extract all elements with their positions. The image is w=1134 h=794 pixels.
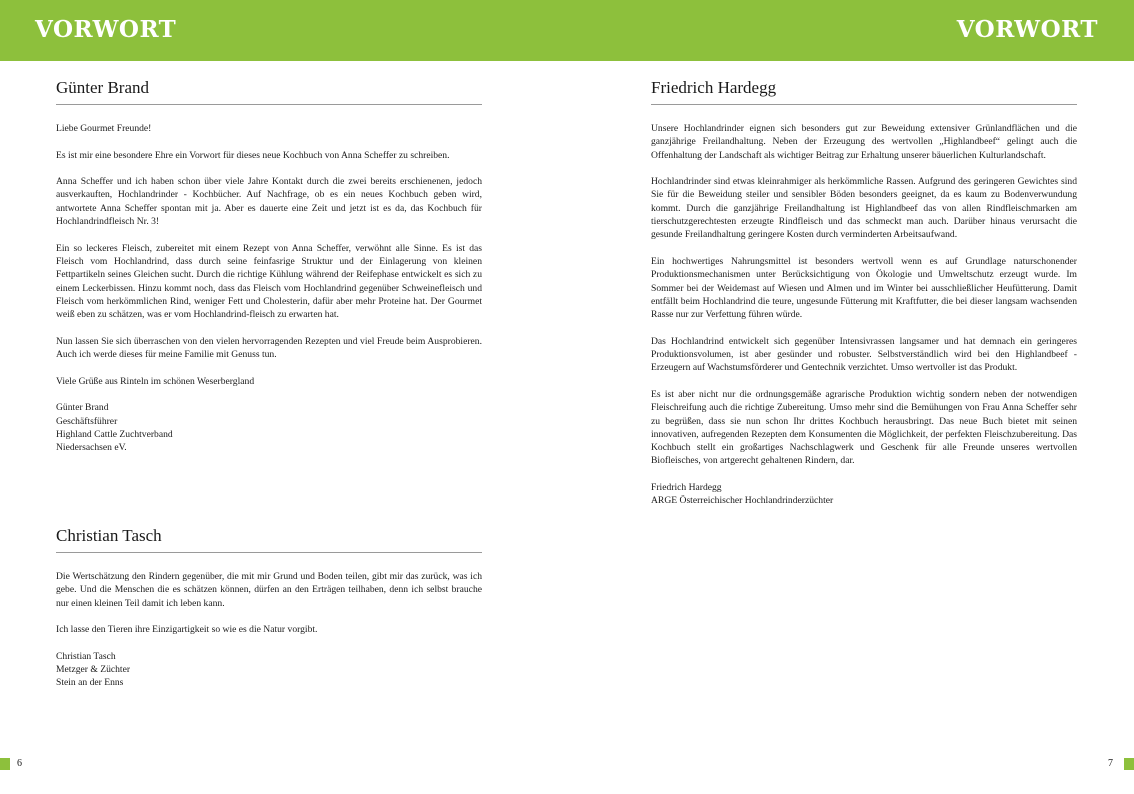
left-page-accent-mark [0,758,10,770]
paragraph: Es ist aber nicht nur die ordnungsgemäße agrarische Produktion wichtig sondern neben der notwendigen Fleischreifung auch die richtige Zubereitung. Umso mehr sind die Bemühungen von Frau Anna Scheffer sehr zu begrüßen, dass sie nun schon Ihr drittes Kochbuch herausbringt. Das neue Buch bietet mit seinen innovativen, aufregenden Rezepten dem Konsumenten die Möglichkeit, der perfekten Fleischzubereitung. Das Kochbuch stellt ein großartiges Nachschlagwerk und Geschenk für alle Freunde unseres wertvollen Biofleisches, von artgerecht gehaltenen Rindern, dar. [651,388,1077,467]
right-page-accent-mark [1124,758,1134,770]
paragraph: Ein so leckeres Fleisch, zubereitet mit einem Rezept von Anna Scheffer, verwöhnt alle Sinne. Es ist das Fleisch vom Hochlandrind, dass durch seine feinfasrige Struktur und der Einlagerung von kleinen Fettpartikeln seines Gleichen sucht. Durch die richtige Kühlung während der Reifephase entwickelt es sich zu einem Leckerbissen. Hinzu kommt noch, dass das Fleisch vom Hochlandrind gegenüber Schweinefleisch und Fleisch vom herkömmlichen Rind, weniger Fett und Cholesterin, dafür aber mehr Proteine hat. Der Gourmet weiß eben zu schätzen, was er vom Hochlandrind-fleisch zu erwarten hat. [56,242,482,321]
header-band [0,0,1134,61]
signature-role: Metzger & Züchter [56,664,131,676]
paragraph: Es ist mir eine besondere Ehre ein Vorwort für dieses neue Kochbuch von Anna Scheffer zu schreiben. [56,149,450,161]
section-title: Christian Tasch [56,525,482,553]
signature-role: Geschäftsführer [56,415,118,427]
paragraph: Die Wertschätzung den Rindern gegenüber, die mit mir Grund und Boden teilen, gibt mir das zurück, was ich gebe. Und die Menschen die es schätzen können, dürfen an den Erträgen teilhaben, denn ich selbst brauche nur einen kleinen Teil damit ich leben kann. [56,571,482,609]
signature-location: Stein an der Enns [56,677,124,689]
paragraph: Nun lassen Sie sich überraschen von den vielen hervorragenden Rezepten und viel Freude beim Ausprobieren. Auch ich werde dieses für meine Familie mit Genuss tun. [56,335,482,361]
section-guenter-brand [56,77,482,468]
paragraph: Anna Scheffer und ich haben schon über viele Jahre Kontakt durch die zwei bereits erschienenen, jedoch ausverkauften, Hochlandrinder - Kochbücher. Auf Nachfrage, ob es ein neues Kochbuch geben wird, antwortete Anna Scheffer spontan mit ja. Aber es dauerte eine Zeit und jetzt ist es da, das Kochbuch für Hochlandrindfleisch Nr. 3! [56,176,482,228]
paragraph: Liebe Gourmet Freunde! [56,123,152,134]
section-title: Günter Brand [56,77,482,105]
signature-organization: Niedersachsen eV. [56,442,127,454]
left-page-number: 6 [17,758,22,769]
paragraph: Das Hochlandrind entwickelt sich gegenüber Intensivrassen langsamer und hat demnach ein geringeres Produktionsvolumen, ist aber gesünder und robuster. Selbstverständlich wird bei den Highlandbeef - Erzeugern auf Wachstumsförderer und Gentechnik verzichtet. Umso wertvoller ist das Produkt. [651,335,1077,374]
section-friedrich-hardegg [651,77,1077,521]
signature-block [56,650,482,690]
left-page-header-title: VORWORT [35,16,177,43]
paragraph: Ein hochwertiges Nahrungsmittel ist besonders wertvoll wenn es auf Grundlage naturschonender Produktionsmechanismen unter Berücksichtigung von Ökologie und Umweltschutz erzeugt wurde. Im Sommer bei der Weidemast auf Wiesen und Almen und im Winter bei ausschließlicher Heufütterung. Damit entfällt beim Hochlandrind die teure, ungesunde Fütterung mit Kraftfutter, die bei dieser langsam wachsenden Rasse nur zur Verfettung führen würde. [651,255,1077,321]
signature-name: Christian Tasch [56,650,116,662]
signature-organization: Highland Cattle Zuchtverband [56,428,173,440]
paragraph: Ich lasse den Tieren ihre Einzigartigkeit so wie es die Natur vorgibt. [56,624,318,636]
section-title: Friedrich Hardegg [651,77,1077,105]
right-page-header-title: VORWORT [956,16,1098,43]
signature-name: Günter Brand [56,402,109,414]
paragraph: Hochlandrinder sind etwas kleinrahmiger als herkömmliche Rassen. Aufgrund des geringeren Gewichtes sind Sie für die Beweidung steiler und sensibler Böden besonders geeignet, da es kaum zu Bodenverwundung kommt. Durch die ganzjährige Freilandhaltung ist Highlandbeef das von allen Rindfleischmarken am tierschutzgerechtesten erzeugte Rindfleisch und das schmeckt man auch. Darüber hinaus verursacht die gesunde Freilandhaltung geringere Kosten durch verminderten Arbeitsaufwand. [651,176,1077,241]
paragraph: Viele Grüße aus Rinteln im schönen Weserbergland [56,375,255,387]
paragraph: Unsere Hochlandrinder eignen sich besonders gut zur Beweidung extensiver Grünlandflächen und die ganzjährige Freilandhaltung. Neben der Erzeugung des wertvollen „Highlandbeef“ gelingt auch die Offenhaltung der Landschaft als wichtiger Beitrag zur Erhaltung unserer bäuerlichen Kulturlandschaft. [651,123,1077,161]
signature-name: Friedrich Hardegg [651,482,722,494]
signature-organization: ARGE Österreichischer Hochlandrinderzüchter [651,495,834,507]
section-christian-tasch [56,525,482,703]
right-page-number: 7 [1108,758,1113,769]
signature-block [56,401,482,454]
signature-block [651,481,1077,508]
